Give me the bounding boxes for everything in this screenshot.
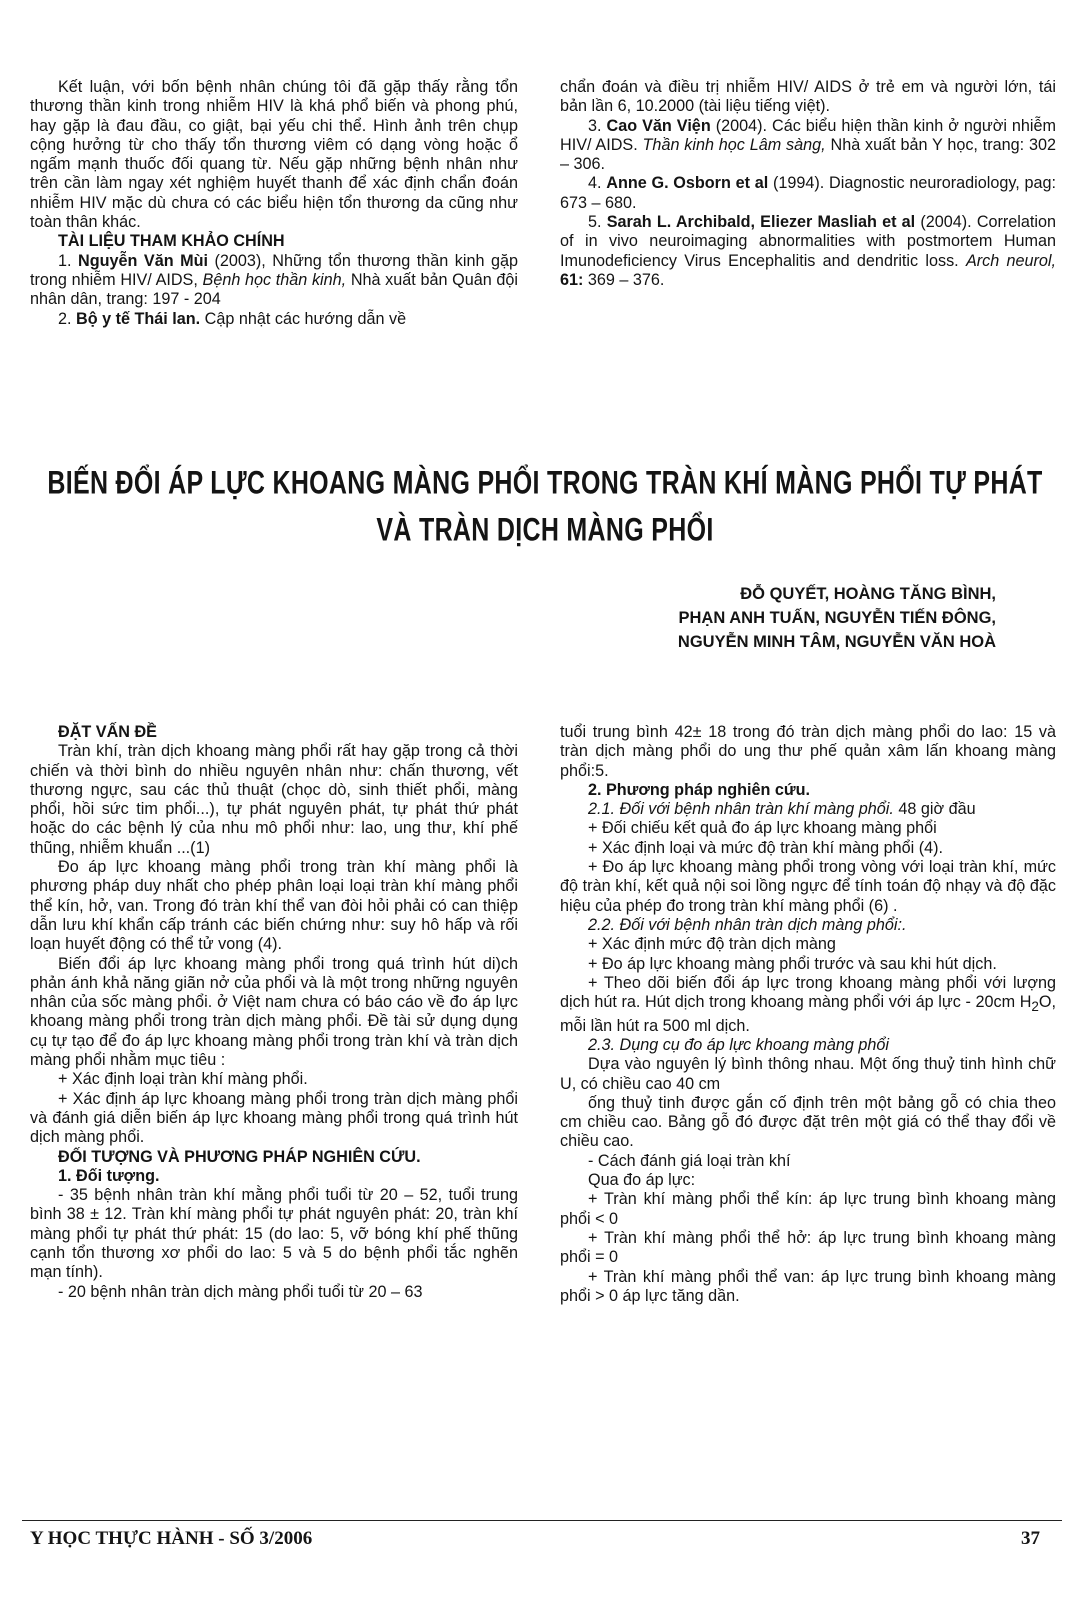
reference-3-journal: Thần kinh học Lâm sàng, xyxy=(642,135,826,154)
method-2-1: 2.1. Đối với bệnh nhân tràn khí màng phổi. 48 giờ đầu xyxy=(588,800,976,819)
article-authors xyxy=(560,582,996,654)
reference-2: 2. Bộ y tế Thái lan. Cập nhật các hướng dẫn về xyxy=(58,309,407,328)
reference-3: 3. Cao Văn Viện (2004). Các biểu hiện thần kinh ở người nhiễm HIV/ AIDS. Thần kinh học Lâm sàng, Nhà xuất bản Y học, trang: 302 – 306. xyxy=(560,116,1057,174)
intro-paragraph-3: Biến đổi áp lực khoang màng phổi trong quá trình hút di)ch phản ánh khả năng giãn nở của phổi và là một trong những nguyên nhân của sốc màng phổi. ở Việt nam chưa có báo cáo về đo áp lực khoang màng phổi trong tràn dịch màng phổi. Đề tài sử dụng dụng cụ tự tạo để đo áp lực khoang màng phổi trong tràn khí và tràn dịch màng phổi nhằm mục tiêu : xyxy=(30,954,518,1070)
reference-2-continued: chẩn đoán và điều trị nhiễm HIV/ AIDS ở trẻ em và người lớn, tái bản lần 6, 10.2000 (tài liệu tiếng việt). xyxy=(560,78,1056,116)
classification-heading: - Cách đánh giá loại tràn khí xyxy=(588,1151,791,1170)
reference-2-author: Bộ y tế Thái lan. xyxy=(76,309,201,328)
reference-4: 4. Anne G. Osborn et al (1994). Diagnostic neuroradiology, pag: 673 – 680. xyxy=(560,174,1056,212)
classification-closed: + Tràn khí màng phổi thể kín: áp lực trung bình khoang màng phổi < 0 xyxy=(560,1190,1056,1228)
method-2-2-item-3: + Theo dõi biến đổi áp lực trong khoang màng phổi với lượng dịch hút ra. Hút dịch trong khoang màng phổi với áp lực - 20cm $H_2O$, mỗi lần hút ra 500 ml dịch. xyxy=(560,973,1056,1035)
article-title-line-2: VÀ TRÀN DỊCH MÀNG PHỔI xyxy=(376,512,714,549)
objective-1: + Xác định loại tràn khí màng phổi. xyxy=(58,1070,308,1089)
intro-paragraph-1: Tràn khí, tràn dịch khoang màng phổi rất hay gặp trong cả thời chiến và thời bình do nhiều nguyên nhân như: chấn thương, vết thương ngực, sau các thủ thuật (chọc dò, sinh thiết phổi, màng phổi, hồi sức tim phổi...), tự phát nguyên phát, tự phát thứ phát hoặc do các bệnh lý của nhu mô phổi như: lao, ung thư, khí phế thũng, nhiễm khuẩn ...(1) xyxy=(30,742,518,857)
method-2-1-item-2: + Xác định loại và mức độ tràn khí màng phổi (4). xyxy=(588,838,944,857)
authors-line-1: ĐỖ QUYẾT, HOÀNG TĂNG BÌNH, xyxy=(740,585,996,603)
reference-1-journal: Bệnh học thần kinh, xyxy=(202,270,347,289)
article-title xyxy=(20,460,1070,555)
reference-1-author: Nguyễn Văn Mùi xyxy=(78,251,208,270)
classification-open: + Tràn khí màng phổi thể hở: áp lực trung bình khoang màng phổi = 0 xyxy=(560,1228,1056,1267)
instrument-paragraph-2: ống thuỷ tinh được gắn cố định trên một bảng gỗ có chia theo cm chiều cao. Bảng gỗ đó được đặt trên một giá có thể thay đổi về chiều cao. xyxy=(560,1093,1056,1151)
reference-5-journal: Arch neurol, xyxy=(965,251,1057,270)
method-2-1-heading: 2.1. Đối với bệnh nhân tràn khí màng phổi. xyxy=(588,800,894,819)
reference-4-author: Anne G. Osborn et al xyxy=(606,174,769,193)
classification-valve: + Tràn khí màng phổi thể van: áp lực trung bình khoang màng phổi > 0 áp lực tăng dần. xyxy=(560,1267,1056,1305)
intro-paragraph-2: Đo áp lực khoang màng phổi trong tràn khí màng phổi là phương pháp duy nhất cho phép phân loại loại tràn khí màng phổi thể kín, hở, van. Trong đó tràn khí thể van đòi hỏi phải có can thiệp dẫn lưu khí khẩn cấp tránh các biến chứng như: suy hô hấp và rối loạn huyết động có thể tử vong (4). xyxy=(30,858,518,954)
authors-line-3: NGUYỄN MINH TÂM, NGUYỄN VĂN HOÀ xyxy=(677,633,996,651)
previous-article-right-column xyxy=(560,78,1056,290)
instrument-paragraph-1: Dựa vào nguyên lý bình thông nhau. Một ống thuỷ tinh hình chữ U, có chiều cao 40 cm xyxy=(560,1055,1056,1093)
authors-line-2: PHẠN ANH TUẤN, NGUYỄN TIẾN ĐÔNG, xyxy=(678,609,996,627)
previous-article-left-column xyxy=(30,78,518,329)
method-2-1-item-3: + Đo áp lực khoang màng phổi trong vòng với loại tràn khí, mức độ tràn khí, kết quả nội soi lồng ngực để tính toán độ nhạy và độ đặc hiệu của phép đo trong tràn khí màng phổi (6) . xyxy=(560,858,1056,915)
article-right-column xyxy=(560,723,1056,1306)
subjects-pneumothorax: - 35 bệnh nhân tràn khí mằng phổi tuổi từ 20 – 52, tuổi trung bình 38 ± 12. Tràn khí màng phổi tự phát nguyên phát: 20, tràn khí màng phổi tự phát thứ phát: 15 (do lao: 5, vỡ bóng khí phế thũng cạnh tổn thương xơ phổi do lao: 5 và 5 do bệnh phổi tắc nghẽn mạn tính). xyxy=(30,1186,518,1282)
method-heading: 2. Phương pháp nghiên cứu. xyxy=(588,780,811,799)
method-2-2-item-1: + Xác định mức độ tràn dịch màng xyxy=(588,935,836,954)
footer-divider xyxy=(22,1520,1062,1521)
reference-3-author: Cao Văn Viện xyxy=(606,116,711,135)
objective-2: + Xác định áp lực khoang màng phổi trong tràn dịch màng phổi và đánh giá diễn biến áp lực khoang màng phổi trong quá trình hút dịch màng phổi. xyxy=(30,1089,518,1147)
subjects-effusion: - 20 bệnh nhân tràn dịch màng phổi tuổi từ 20 – 63 xyxy=(58,1282,423,1301)
page-number: 37 xyxy=(1021,1528,1040,1549)
conclusion-paragraph: Kết luận, với bốn bệnh nhân chúng tôi đã gặp thấy rằng tổn thương thần kinh trong nhiễm HIV là khá phổ biến và phong phú, hay gặp là đau đầu, co giật, bại yếu chi thể. Hình ảnh trên chụp cộng hưởng từ cho thấy tổn thương viêm có dạng vòng hoặc ổ ngấm mạnh thuốc đối quang từ. Nếu gặp những bệnh nhân như trên cần làm ngay xét nghiệm huyết thanh để xác định chẩn đoán nhiễm HIV mặc dù chưa có các biểu hiện tổn thương da cũng như toàn thân khác. xyxy=(30,78,518,232)
reference-5: 5. Sarah L. Archibald, Eliezer Masliah et al (2004). Correlation of in vivo neuroimaging abnormalities with postmortem Human Imunodeficiency Virus Encephalitis and dendritic loss. Arch neurol, 61: 369 – 376. xyxy=(560,213,1057,289)
reference-5-author: Sarah L. Archibald, Eliezer Masliah et al xyxy=(606,213,916,232)
method-2-2-heading: 2.2. Đối với bệnh nhân tràn dịch màng phổi:. xyxy=(588,915,907,934)
method-2-1-item-1: + Đối chiếu kết quả đo áp lực khoang màng phổi xyxy=(588,819,937,838)
article-title-line-1: BIẾN ĐỔI ÁP LỰC KHOANG MÀNG PHỔI TRONG TRÀN KHÍ MÀNG PHỔI TỰ PHÁT xyxy=(47,465,1043,501)
reference-1: 1. Nguyễn Văn Mùi (2003), Những tổn thương thần kinh gặp trong nhiễm HIV/ AIDS, Bệnh học thần kinh, Nhà xuất bản Quân đội nhân dân, trang: 197 - 204 xyxy=(30,251,519,309)
methods-heading: ĐỐI TƯỢNG VÀ PHƯƠNG PHÁP NGHIÊN CỨU. xyxy=(58,1147,421,1166)
subjects-heading: 1. Đối tượng. xyxy=(58,1166,160,1185)
article-left-column xyxy=(30,723,518,1302)
method-2-3-heading: 2.3. Dụng cụ đo áp lực khoang màng phổi xyxy=(588,1035,889,1054)
classification-intro: Qua đo áp lực: xyxy=(588,1171,696,1190)
method-2-2-item-2: + Đo áp lực khoang màng phổi trước và sau khi hút dịch. xyxy=(588,954,997,973)
subjects-effusion-continued: tuổi trung bình 42± 18 trong đó tràn dịch màng phổi do lao: 15 và tràn dịch màng phổi do ung thư phế quản xâm lấn khoang màng phổi:5. xyxy=(560,723,1056,780)
journal-footer: Y HỌC THỰC HÀNH - SỐ 3/2006 xyxy=(30,1528,313,1549)
intro-heading: ĐẶT VẤN ĐỀ xyxy=(58,723,157,741)
references-heading: TÀI LIỆU THAM KHẢO CHÍNH xyxy=(58,232,285,251)
